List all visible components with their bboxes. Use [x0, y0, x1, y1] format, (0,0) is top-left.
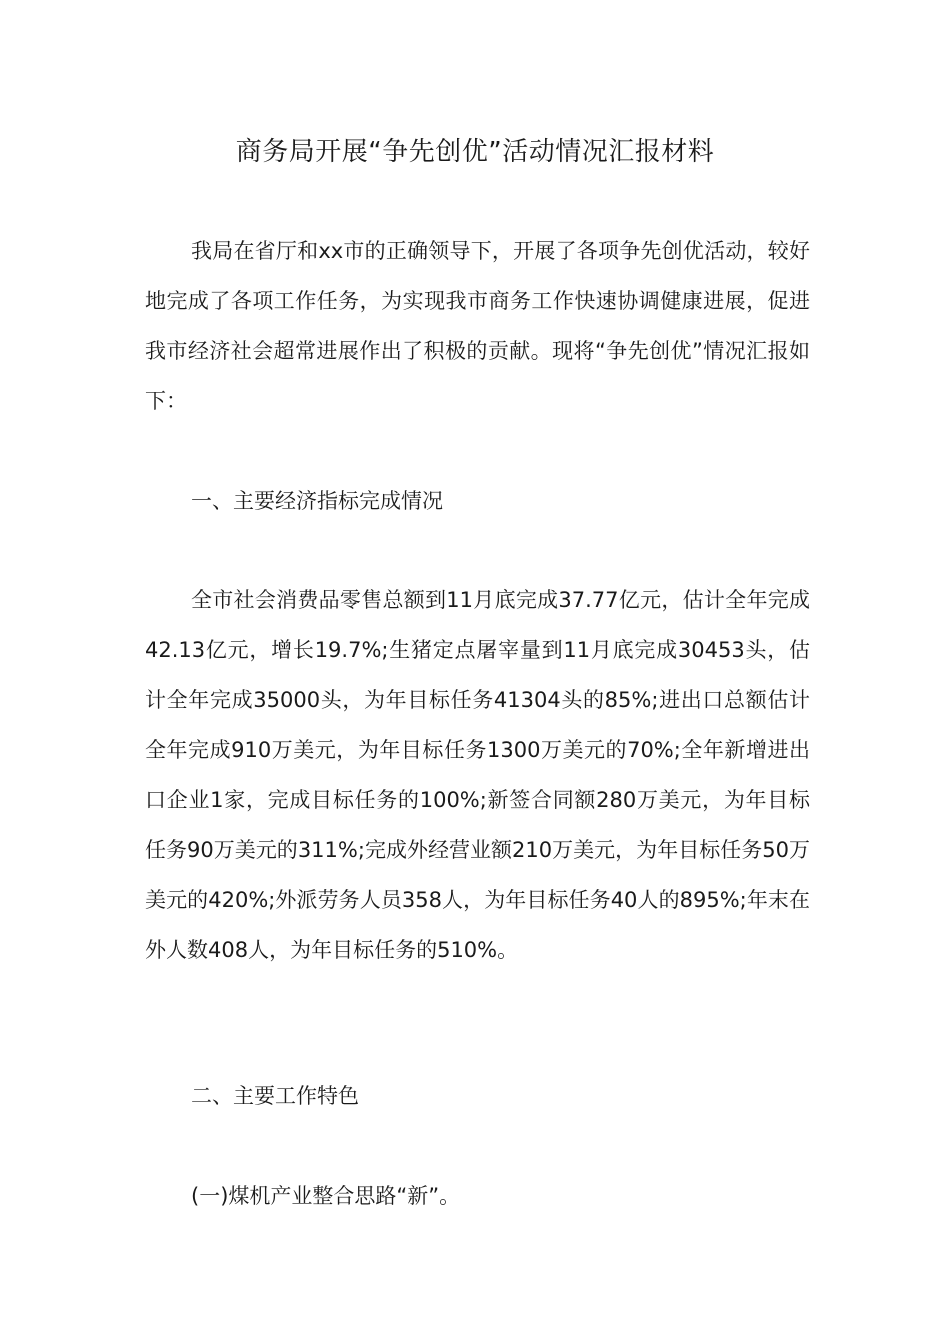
subsection-heading-1: (一)煤机产业整合思路“新”。: [191, 1184, 461, 1208]
section-heading-2: 二、主要工作特色: [191, 1084, 359, 1108]
section-heading-1: 一、主要经济指标完成情况: [191, 489, 443, 513]
document-title: 商务局开展“争先创优”活动情况汇报材料: [235, 137, 715, 167]
intro-paragraph: 我局在省厅和xx市的正确领导下，开展了各项争先创优活动，较好地完成了各项工作任务，为实现我市商务工作快速协调健康进展，促进我市经济社会超常进展作出了积极的贡献。现将“争先创优”情况汇报如下：: [145, 239, 810, 413]
indicators-paragraph: 全市社会消费品零售总额到11月底完成37.77亿元，估计全年完成42.13亿元，增长19.7%;生猪定点屠宰量到11月底完成30453头，估计全年完成35000头，为年目标任务41304头的85%;进出口总额估计全年完成910万美元，为年目标任务1300万美元的70%;全年新增进出口企业1家，完成目标任务的100%;新签合同额280万美元，为年目标任务90万美元的311%;完成外经营业额210万美元，为年目标任务50万美元的420%;外派劳务人员358人，为年目标任务40人的895%;年末在外人数408人，为年目标任务的510%。: [145, 588, 810, 962]
